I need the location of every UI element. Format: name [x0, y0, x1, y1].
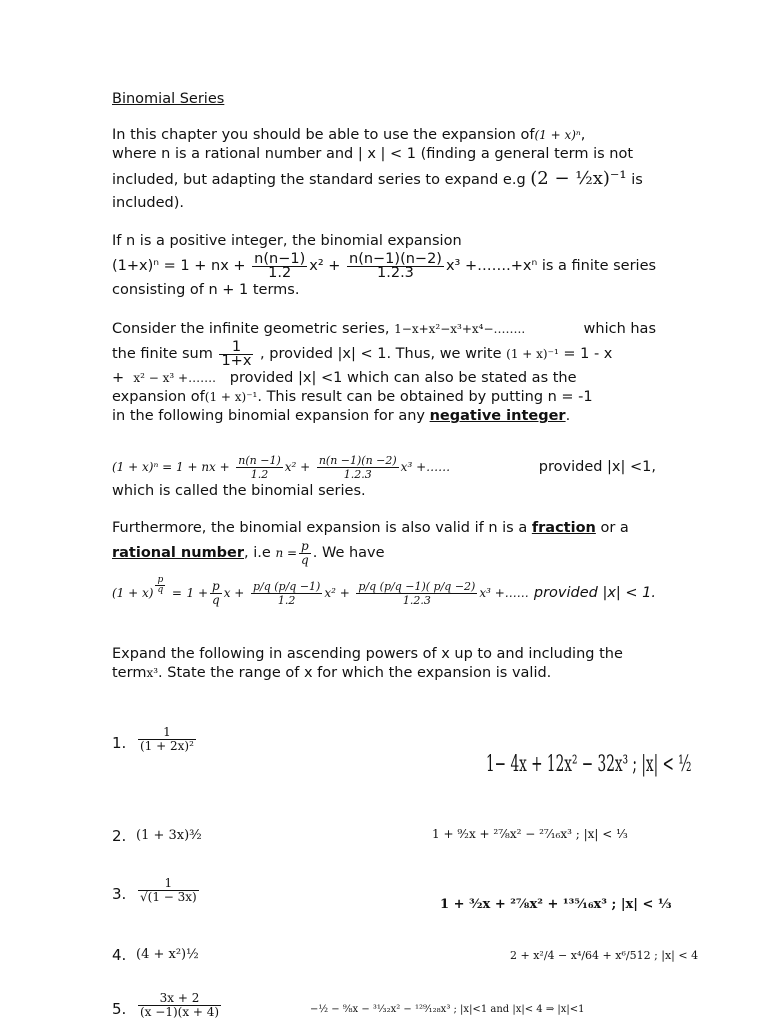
binomial-series-formula: (1 + x)ⁿ = 1 + nx + $\frac{n(n -1)}{1.2}$ x² + $\frac{n(n -1)(n -2)}{1.2.3}$ x³ +…… provided |x| <1, which is called the binomial series. [112, 453, 656, 499]
exercise-instructions: Expand the following in ascending powers of x up to and including the termx³. State the range of x for which the expansion is valid. [112, 646, 623, 681]
answer-3: 1 + ³⁄₂x + ²⁷⁄₈x² + ¹³⁵⁄₁₆x³ ; |x| < ⅓ [440, 897, 672, 912]
geometric-paragraph: Consider the infinite geometric series, 1−x+x²−x³+x⁴−…….. which has the finite sum $\frac{1}{1+x}$ , provided |x| < 1. Thus, we write (1 + x)⁻¹ = 1 - x + x² − x³ +……. provided |x| <1 which can also be stated as the expansion of(1 + x)⁻¹. This result can be obtained by putting n = -1 in the following binomial expansion for any negative integer. [112, 321, 656, 424]
fraction-paragraph: Furthermore, the binomial expansion is also valid if n is a fraction or a rational number, i.e n = $\frac{p}{q}$ . We have (1 + x) $\frac{p}{q}$ = 1 + $\frac{p}{q}$ x + $\frac{p/q (p/q -1)}{1.2}$ x² + $\frac{p/q (p/q -1)( p/q -2)}{1.2.3}$ x³ +…… provided |x| < 1. [112, 520, 656, 607]
answer-1: 1− 4x + 12x² − 32x³ ; |x| < ½ [486, 752, 692, 777]
answer-5: −½ − ⁹⁄₈x − ³¹⁄₃₂x² − ¹²⁹⁄₁₂₈x³ ; |x|<1 and |x|< 4 ⇒ |x|<1 [310, 1004, 585, 1015]
intro-paragraph: In this chapter you should be able to use the expansion of(1 + x)ⁿ, where n is a rational number and | x | < 1 (finding a general term is not included, but adapting the standard series to expand e.g (2 − ½x)⁻¹ is included). [112, 127, 643, 211]
positive-integer-paragraph: If n is a positive integer, the binomial expansion (1+x)ⁿ = 1 + nx + $\frac{n(n-1)}{1.2}$ x² + $\frac{n(n-1)(n-2)}{1.2.3}$ x³ +…….+xⁿ is a finite series consisting of n + 1 terms. [112, 233, 657, 298]
answer-2: 1 + ⁹⁄₂x + ²⁷⁄₈x² − ²⁷⁄₁₆x³ ; |x| < ⅓ [432, 827, 628, 841]
answer-4: 2 + x²/4 − x⁴/64 + x⁶/512 ; |x| < 4 [510, 949, 699, 962]
page-title: Binomial Series [112, 91, 225, 107]
